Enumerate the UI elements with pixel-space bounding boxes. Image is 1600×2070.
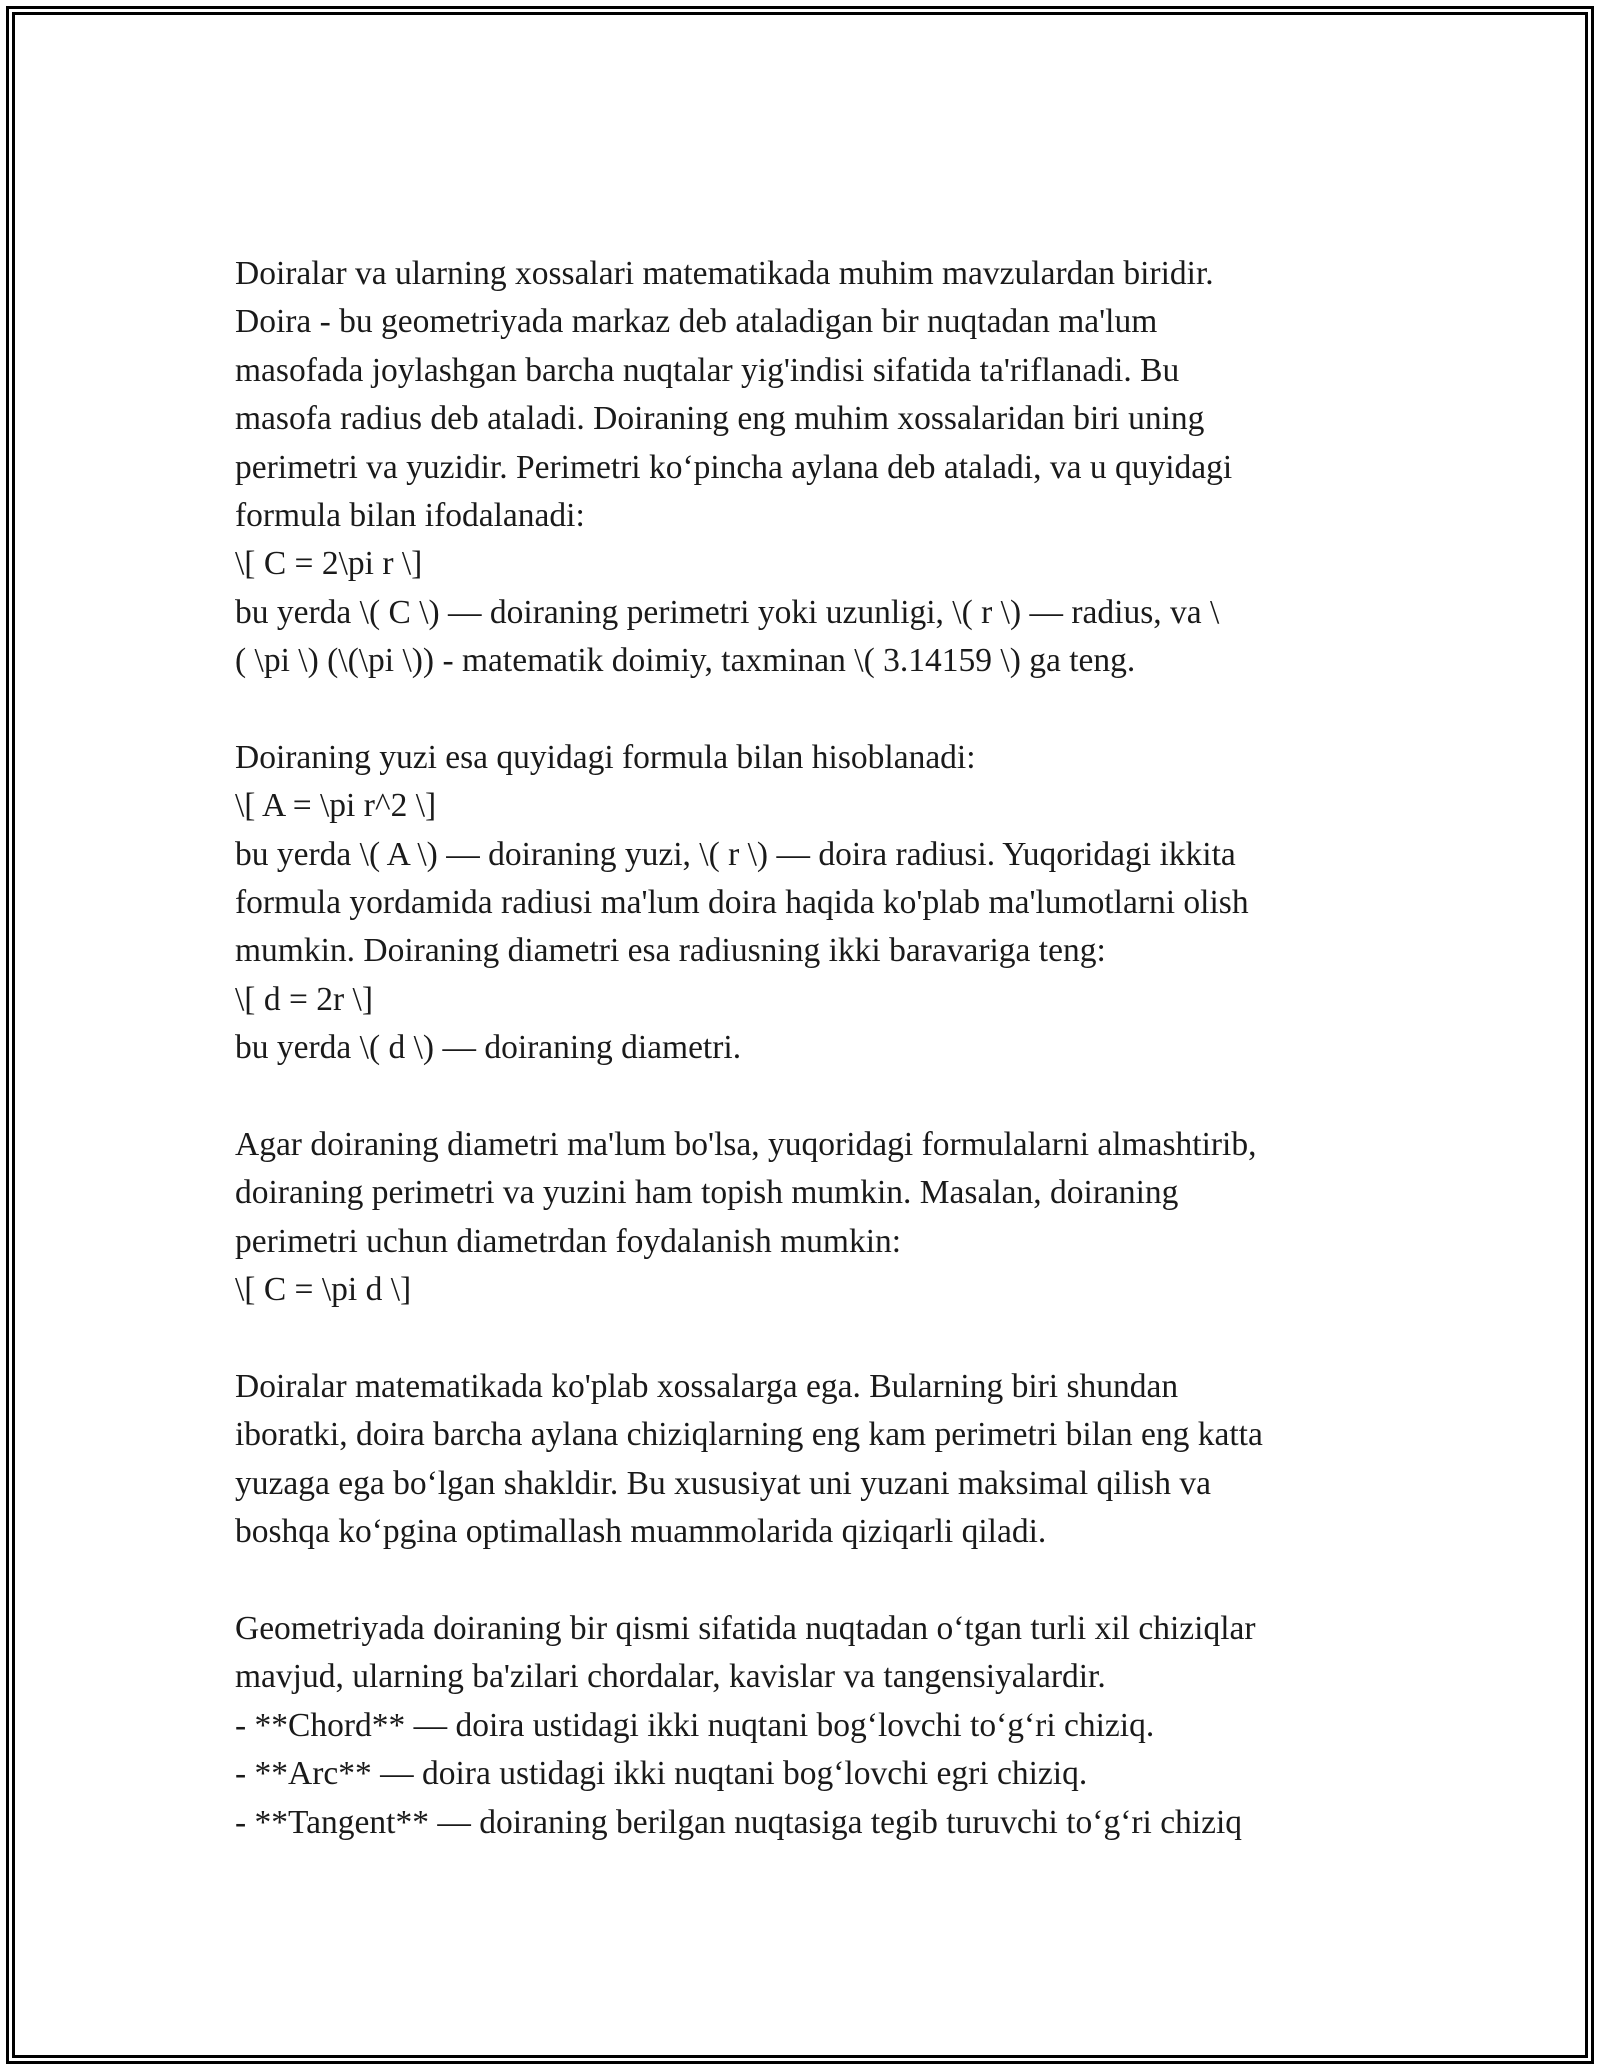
formula-line: \[ C = \pi d \] [235, 1271, 412, 1309]
list-item-chord: - **Chord** — doira ustidagi ikki nuqtani bog‘lovchi to‘g‘ri chiziq. [235, 1706, 1155, 1744]
list-item-tangent: - **Tangent** — doiraning berilgan nuqtasiga tegib turuvchi to‘g‘ri chiziq [235, 1803, 1243, 1841]
text-line: boshqa ko‘pgina optimallash muammolarida qiziqarli qiladi. [235, 1513, 1047, 1551]
paragraph-area [235, 734, 1385, 1073]
text-line: doiraning perimetri va yuzini ham topish mumkin. Masalan, doiraning [235, 1174, 1179, 1212]
paragraph-diameter [235, 1121, 1385, 1315]
text-line: Agar doiraning diametri ma'lum bo'lsa, yuqoridagi formulalarni almashtirib, [235, 1126, 1257, 1164]
text-line: ( \pi \) (\(\pi \)) - matematik doimiy, taxminan \( 3.14159 \) ga teng. [235, 642, 1136, 680]
formula-line: \[ d = 2r \] [235, 980, 373, 1018]
paragraph-lines [235, 1605, 1385, 1847]
text-line: formula bilan ifodalanadi: [235, 496, 585, 534]
paragraph-gap [235, 686, 1385, 734]
text-line: mumkin. Doiraning diametri esa radiusning ikki baravariga teng: [235, 932, 1106, 970]
formula-line: \[ A = \pi r^2 \] [235, 787, 437, 825]
text-line: formula yordamida radiusi ma'lum doira haqida ko'plab ma'lumotlarni olish [235, 884, 1249, 922]
text-line: mavjud, ularning ba'zilari chordalar, kavislar va tangensiyalardir. [235, 1658, 1106, 1696]
text-line: bu yerda \( A \) — doiraning yuzi, \( r \) — doira radiusi. Yuqoridagi ikkita [235, 835, 1236, 873]
text-line: Doiralar matematikada ko'plab xossalarga ega. Bularning biri shundan [235, 1367, 1179, 1405]
text-line: iboratki, doira barcha aylana chiziqlarning eng kam perimetri bilan eng katta [235, 1416, 1263, 1454]
paragraph-gap [235, 1315, 1385, 1363]
document-body [235, 250, 1385, 1847]
text-line: masofada joylashgan barcha nuqtalar yig'indisi sifatida ta'riflanadi. Bu [235, 351, 1180, 389]
paragraph-intro [235, 250, 1385, 686]
text-line: Doiralar va ularning xossalari matematikada muhim mavzulardan biridir. [235, 255, 1214, 292]
text-line: perimetri uchun diametrdan foydalanish mumkin: [235, 1222, 902, 1260]
text-line: masofa radius deb ataladi. Doiraning eng muhim xossalaridan biri uning [235, 400, 1205, 438]
text-line: bu yerda \( d \) — doiraning diametri. [235, 1029, 742, 1067]
text-line: bu yerda \( C \) — doiraning perimetri yoki uzunligi, \( r \) — radius, va \ [235, 593, 1220, 631]
formula-line: \[ C = 2\pi r \] [235, 545, 423, 583]
list-item-arc: - **Arc** — doira ustidagi ikki nuqtani bog‘lovchi egri chiziq. [235, 1755, 1088, 1793]
paragraph-properties [235, 1363, 1385, 1557]
paragraph-gap [235, 1557, 1385, 1605]
text-line: Geometriyada doiraning bir qismi sifatida nuqtadan o‘tgan turli xil chiziqlar [235, 1609, 1256, 1647]
text-line: Doiraning yuzi esa quyidagi formula bilan hisoblanadi: [235, 738, 976, 776]
text-line: Doira - bu geometriyada markaz deb ataladigan bir nuqtadan ma'lum [235, 303, 1158, 341]
text-line: perimetri va yuzidir. Perimetri ko‘pincha aylana deb ataladi, va u quyidagi [235, 448, 1233, 486]
paragraph-gap [235, 1073, 1385, 1121]
text-line: yuzaga ega bo‘lgan shakldir. Bu xususiyat uni yuzani maksimal qilish va [235, 1464, 1211, 1502]
